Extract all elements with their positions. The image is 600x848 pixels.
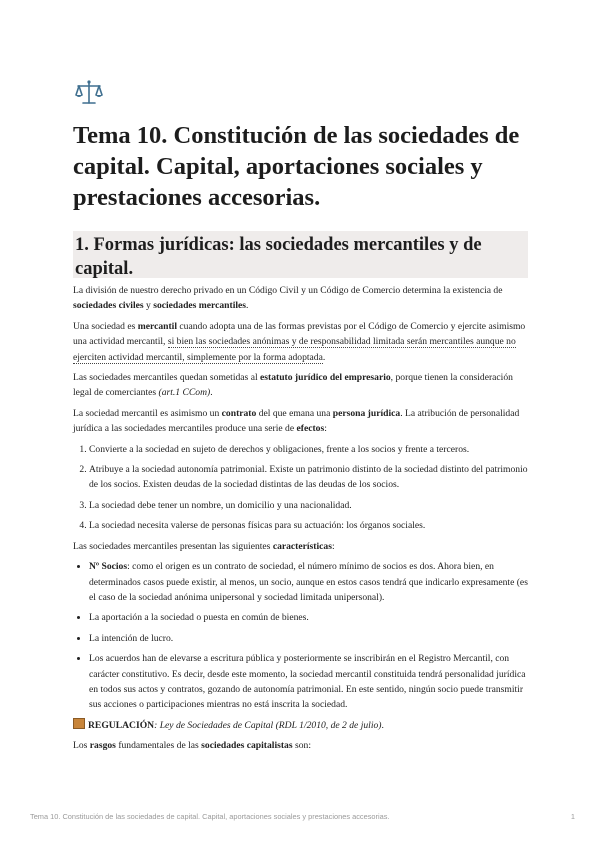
characteristics-list — [73, 559, 528, 713]
list-item: 2. Atribuye a la sociedad autonomía patrimonial. Existe un patrimonio distinto de la sociedad distinto del patrimonio de los socios. Existen deudas de la sociedad distintas de las deudas de los socios. — [89, 462, 528, 493]
list-item: • Nº Socios: como el origen es un contrato de sociedad, el número mínimo de socios es dos. Ahora bien, en determinados casos puede existir, al menos, un socio, aunque en estos casos tendrá que indicarlo expresamente (es el caso de la sociedad anónima unipersonal y sociedad limitada unipersonal). — [89, 559, 528, 605]
list-item: 4. La sociedad necesita valerse de personas físicas para su actuación: los órganos sociales. — [89, 518, 528, 533]
paragraph-6: Los rasgos fundamentales de las sociedades capitalistas son: — [73, 740, 311, 752]
paragraph-3: Las sociedades mercantiles quedan sometidas al estatuto jurídico del empresario, porque tienen la consideración legal de comerciantes (art.1 CCom). — [73, 372, 513, 399]
list-item: • Los acuerdos han de elevarse a escritura pública y posteriormente se inscribirán en el Registro Mercantil, con carácter constitutivo. Es decir, desde este momento, la sociedad mercantil constituida tendrá personalidad jurídica en todos sus actos y contratos, gozando de autonomía patrimonial. En este sentido, ningún socio puede transmitir sus acciones o participaciones mientras no está inscrita la sociedad. — [89, 651, 528, 713]
balance-scale-icon — [74, 78, 104, 108]
effects-list — [73, 442, 528, 534]
list-item: • La intención de lucro. — [89, 631, 528, 646]
footer-text: Tema 10. Constitución de las sociedades de capital. Capital, aportaciones sociales y prestaciones accesorias. — [30, 812, 390, 821]
list-item: 3. La sociedad debe tener un nombre, un domicilio y una nacionalidad. — [89, 498, 528, 513]
paragraph-5: Las sociedades mercantiles presentan las siguientes características: — [73, 540, 335, 552]
paragraph-4: La sociedad mercantil es asimismo un contrato del que emana una persona jurídica. La atribución de personalidad jurídica a las sociedades mercantiles produce una serie de efectos: — [73, 407, 520, 435]
page-title: Tema 10. Constitución de las sociedades de capital. Capital, aportaciones sociales y prestaciones accesorias. — [73, 122, 520, 211]
page-footer — [30, 812, 575, 821]
document-body — [73, 283, 528, 759]
paragraph-2: Una sociedad es mercantil cuando adopta una de las formas previstas por el Código de Comercio y ejercite asimismo una actividad mercantil, si bien las sociedades anónimas y de responsabilidad limitada serán mercantiles aunque no ejerciten actividad mercantil, simplemente por la forma adoptada. — [73, 320, 526, 363]
paragraph-1: La división de nuestro derecho privado en un Código Civil y un Código de Comercio determina la existencia de sociedades civiles y sociedades mercantiles. — [73, 285, 503, 312]
section-heading-box — [73, 231, 528, 278]
book-icon — [73, 718, 85, 729]
list-item: • La aportación a la sociedad o puesta en común de bienes. — [89, 610, 528, 625]
regulation-line: REGULACIÓN: Ley de Sociedades de Capital (RDL 1/2010, de 2 de julio). — [73, 718, 528, 733]
list-item: 1. Convierte a la sociedad en sujeto de derechos y obligaciones, frente a los socios y frente a terceros. — [89, 442, 528, 457]
underlined-note: si bien las sociedades anónimas y de responsabilidad limitada serán mercantiles aunque no ejerciten actividad mercantil, simplemente por la forma adoptada — [73, 336, 516, 363]
page-number: 1 — [570, 812, 575, 821]
section-title: 1. Formas jurídicas: las sociedades mercantiles y de capital. — [75, 235, 482, 279]
